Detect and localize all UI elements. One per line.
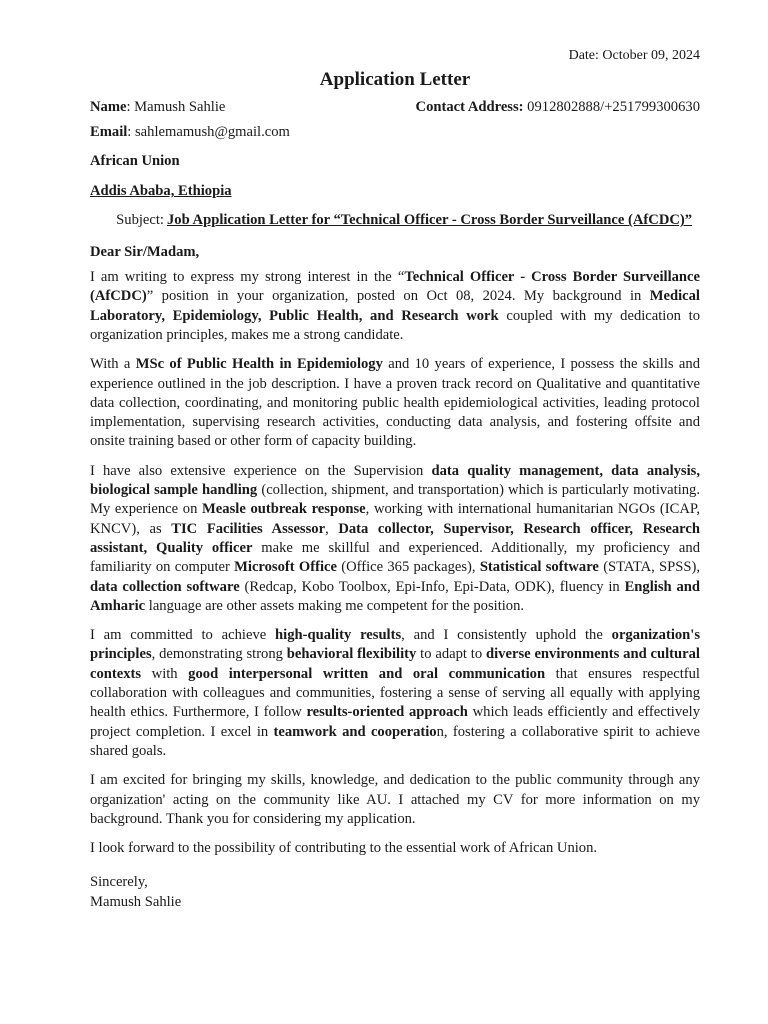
subject-line	[90, 211, 700, 230]
letter-body	[90, 46, 700, 912]
applicant-name	[90, 98, 225, 117]
email-value: : sahlemamush@gmail.com	[127, 123, 290, 140]
text-run: which leads efficiently and effectively project completion. I excel in	[90, 704, 700, 740]
bold-run: high-quality results	[275, 627, 402, 644]
subject-text: Job Application Letter for “Technical Officer - Cross Border Surveillance (AfCDC)”	[167, 212, 693, 229]
text-run: n, fostering a collaborative spirit to achieve shared goals.	[90, 723, 701, 759]
text-run: coupled with my dedication to organization principles, makes me a strong candidate.	[90, 307, 700, 343]
bold-run: Measle outbreak response	[202, 501, 366, 518]
applicant-email	[90, 123, 700, 142]
text-run: (STATA, SPSS),	[598, 559, 701, 576]
sign-off: Sincerely,	[90, 874, 148, 891]
name-contact-row	[90, 98, 700, 117]
bold-run: MSc of Public Health in Epidemiology	[135, 356, 383, 373]
contact-address	[416, 98, 700, 117]
paragraph-commitment	[90, 626, 700, 761]
text-run: I am committed to achieve	[90, 627, 276, 644]
subject-label: Subject:	[116, 212, 164, 229]
recipient-city: Addis Ababa, Ethiopia	[90, 183, 232, 200]
text-run: , demonstrating strong	[151, 646, 287, 663]
text-run: that ensures respectful collaboration with colleagues and communities, fostering a sense of serving all equally with applying health ethics. Furthermore, I follow	[90, 665, 700, 721]
name-value: : Mamush Sahlie	[126, 99, 226, 116]
bold-run: results-oriented approach	[306, 704, 468, 721]
bold-run: organization's principles	[90, 627, 701, 663]
text-run: make me skillful and experienced. Additionally, my proficiency and familiarity on computer	[90, 539, 700, 576]
text-run: (Office 365 packages),	[336, 559, 480, 576]
bold-run: behavioral flexibility	[286, 646, 417, 663]
paragraph-experience	[90, 462, 700, 616]
bold-run: teamwork and cooperatio	[273, 723, 437, 740]
text-run: , working with international humanitarian NGOs (ICAP, KNCV), as	[90, 501, 700, 537]
bold-run: Medical Laboratory, Epidemiology, Public Health, and Research work	[90, 288, 700, 324]
text-run: (collection, shipment, and transportation) which is particularly motivating. My experience on	[90, 482, 700, 518]
text-run: I am excited for bringing my skills, knowledge, and dedication to the public community through any organization' acting on the community like AU. I attached my CV for more information on my background. Thank you for considering my application.	[90, 772, 700, 827]
letter-title: Application Letter	[319, 69, 471, 91]
text-run: I look forward to the possibility of contributing to the essential work of African Union.	[90, 840, 598, 857]
signature-name: Mamush Sahlie	[90, 893, 182, 910]
bold-run: Microsoft Office	[234, 559, 337, 576]
bold-run: good interpersonal written and oral communication	[188, 665, 546, 682]
paragraph-qualifications	[90, 355, 700, 451]
paragraph-closing-line	[90, 839, 700, 858]
contact-label: Contact Address:	[415, 99, 524, 116]
paragraph-interest	[90, 268, 700, 345]
text-run: ,	[325, 520, 339, 537]
bold-run: Statistical software	[479, 559, 599, 576]
bold-run: TIC Facilities Assessor	[171, 520, 326, 537]
text-run: and 10 years of experience, I possess the skills and experience outlined in the job description. I have a proven track record on Qualitative and quantitative data collection, coordinating, and monitoring public health epidemiological activities, leading protocol implementation, supervising research activities, conducting data analysis, and fostering offsite and onsite training based or other form of capacity building.	[90, 356, 700, 450]
text-run: , and I consistently uphold the	[401, 627, 612, 644]
text-run: to adapt to	[416, 646, 487, 663]
paragraph-excitement	[90, 771, 700, 829]
bold-run: Data collector, Supervisor, Research officer, Research assistant, Quality officer	[90, 520, 700, 556]
text-run: ” position in your organization, posted on Oct 08, 2024. My background in	[146, 288, 650, 305]
contact-value: 0912802888/+251799300630	[523, 99, 700, 116]
text-run: With a	[90, 356, 136, 373]
salutation: Dear Sir/Madam,	[90, 243, 200, 260]
name-label: Name	[90, 99, 127, 116]
bold-run: diverse environments and cultural contexts	[90, 646, 700, 682]
text-run: (Redcap, Kobo Toolbox, Epi-Info, Epi-Data, ODK), fluency in	[239, 578, 625, 595]
letter-date: Date: October 09, 2024	[568, 48, 700, 63]
recipient-org: African Union	[90, 152, 180, 169]
bold-run: Technical Officer - Cross Border Surveillance (AfCDC)	[90, 269, 700, 305]
email-label: Email	[90, 123, 128, 140]
bold-run: data collection software	[90, 578, 240, 595]
text-run: language are other assets making me competent for the position.	[145, 597, 525, 614]
text-run: with	[141, 665, 189, 682]
bold-run: English and Amharic	[90, 578, 701, 614]
bold-run: data quality management, data analysis, biological sample handling	[90, 462, 700, 499]
text-run: I am writing to express my strong interest in the “	[90, 269, 405, 286]
text-run: I have also extensive experience on the Supervision	[90, 462, 432, 479]
